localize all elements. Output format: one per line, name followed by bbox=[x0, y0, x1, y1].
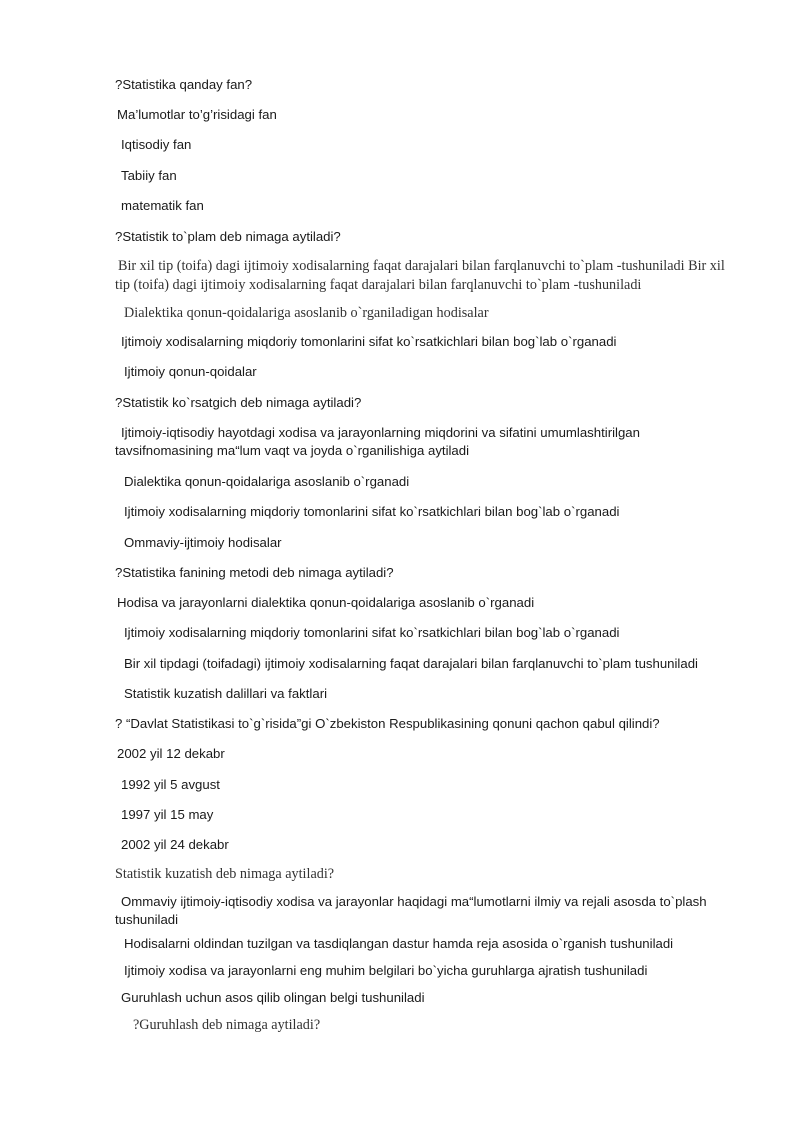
answer-option: matematik fan bbox=[121, 198, 204, 213]
answer-option: Ijtimoiy xodisa va jarayonlarni eng muhim belgilari bo`yicha guruhlarga ajratish tushuniladi bbox=[124, 963, 648, 978]
answer-option: Bir xil tip (toifa) dagi ijtimoiy xodisalarning faqat darajalari bilan farqlanuvchi to`plam -tushuniladi Bir xil tip (toifa) dagi ijtimoiy xodisalarning faqat darajalari bilan farqlanuvchi to`plam -tushuniladi bbox=[115, 258, 725, 293]
answer-option: Dialektika qonun-qoidalariga asoslanib o`rganadi bbox=[124, 474, 410, 489]
question-line: ?Statistik ko`rsatgich deb nimaga aytiladi? bbox=[115, 395, 362, 410]
question-line: ?Guruhlash deb nimaga aytiladi? bbox=[133, 1017, 321, 1033]
answer-option: 2002 yil 24 dekabr bbox=[121, 837, 229, 852]
answer-option: Ijtimoiy xodisalarning miqdoriy tomonlarini sifat ko`rsatkichlari bilan bog`lab o`rganadi bbox=[124, 504, 620, 519]
question-line: ? “Davlat Statistikasi to`g`risida”gi O`zbekiston Respublikasining qonuni qachon qabul qilindi? bbox=[115, 716, 660, 731]
answer-option: Guruhlash uchun asos qilib olingan belgi tushuniladi bbox=[121, 990, 425, 1005]
answer-option: Hodisalarni oldindan tuzilgan va tasdiqlangan dastur hamda reja asosida o`rganish tushuniladi bbox=[124, 936, 674, 951]
question-line: Statistik kuzatish deb nimaga aytiladi? bbox=[115, 866, 335, 882]
answer-option: 1992 yil 5 avgust bbox=[121, 777, 220, 792]
answer-option: Ommaviy-ijtimoiy hodisalar bbox=[124, 535, 282, 550]
question-line: ?Statistika fanining metodi deb nimaga aytiladi? bbox=[115, 565, 394, 580]
answer-option: Bir xil tipdagi (toifadagi) ijtimoiy xodisalarning faqat darajalari bilan farqlanuvchi to`plam tushuniladi bbox=[124, 656, 698, 671]
answer-option: Ijtimoiy xodisalarning miqdoriy tomonlarini sifat ko`rsatkichlari bilan bog`lab o`rganadi bbox=[124, 625, 620, 640]
answer-option: Ommaviy ijtimoiy-iqtisodiy xodisa va jarayonlar haqidagi ma“lumotlarni ilmiy va rejali asosda to`plash tushuniladi bbox=[115, 894, 707, 927]
answer-option: Iqtisodiy fan bbox=[121, 137, 192, 152]
answer-option: Hodisa va jarayonlarni dialektika qonun-qoidalariga asoslanib o`rganadi bbox=[117, 595, 535, 610]
question-line: ?Statistika qanday fan? bbox=[115, 77, 253, 92]
answer-option: Ijtimoiy qonun-qoidalar bbox=[124, 364, 257, 379]
answer-option: Tabiiy fan bbox=[121, 168, 177, 183]
question-line: ?Statistik to`plam deb nimaga aytiladi? bbox=[115, 229, 341, 244]
answer-option: Statistik kuzatish dalillari va faktlari bbox=[124, 686, 328, 701]
answer-option: 1997 yil 15 may bbox=[121, 807, 214, 822]
answer-option: Dialektika qonun-qoidalariga asoslanib o`rganiladigan hodisalar bbox=[124, 305, 489, 321]
answer-option: Ijtimoiy-iqtisodiy hayotdagi xodisa va jarayonlarning miqdorini va sifatini umumlashtirilgan tavsifnomasining ma“lum vaqt va joyda o`rganilishiga aytiladi bbox=[115, 425, 640, 458]
answer-option: Ma’lumotlar to’g’risidagi fan bbox=[117, 107, 277, 122]
answer-option: 2002 yil 12 dekabr bbox=[117, 746, 225, 761]
answer-option: Ijtimoiy xodisalarning miqdoriy tomonlarini sifat ko`rsatkichlari bilan bog`lab o`rganadi bbox=[121, 334, 617, 349]
